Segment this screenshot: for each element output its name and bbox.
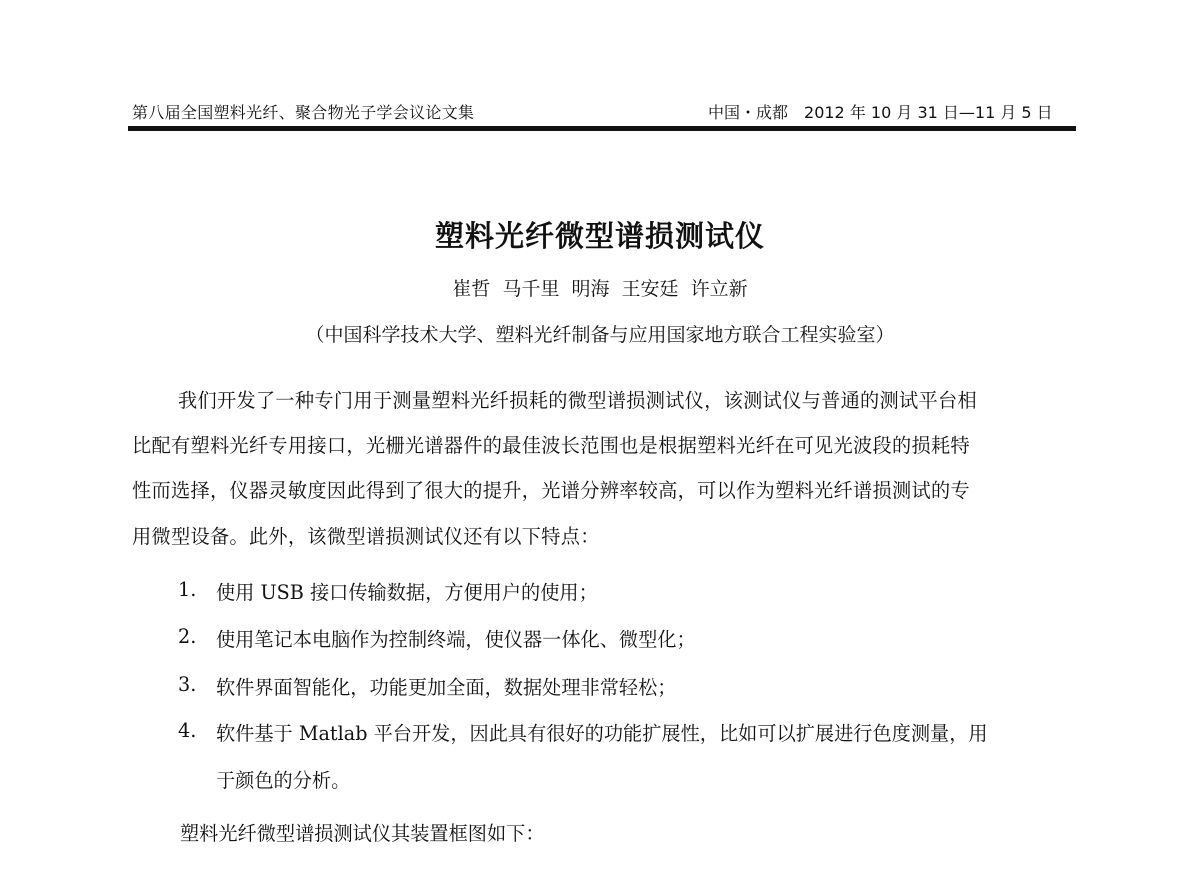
running-header-proceedings: 第八届全国塑料光纤、聚合物光子学会议论文集 bbox=[132, 103, 475, 122]
feature-text: 使用笔记本电脑作为控制终端，使仪器一体化、微型化； bbox=[216, 628, 696, 651]
feature-number: 3. bbox=[178, 673, 197, 696]
feature-text-continued: 于颜色的分析。 bbox=[216, 769, 351, 792]
feature-text: 软件界面智能化，功能更加全面，数据处理非常轻松； bbox=[216, 676, 677, 699]
feature-number: 2. bbox=[178, 625, 197, 648]
paper-authors: 崔哲 马千里 明海 王安廷 许立新 bbox=[452, 278, 748, 300]
running-header-venue bbox=[708, 100, 1053, 123]
feature-text: 使用 USB 接口传输数据，方便用户的使用； bbox=[216, 581, 598, 604]
paper-affiliation: （中国科学技术大学、塑料光纤制备与应用国家地方联合工程实验室） bbox=[305, 324, 895, 346]
intro-line-4: 用微型设备。此外，该微型谱损测试仪还有以下特点： bbox=[132, 525, 600, 548]
header-rule bbox=[128, 126, 1076, 131]
block-diagram-intro: 塑料光纤微型谱损测试仪其装置框图如下： bbox=[180, 822, 545, 845]
header-dates: 2012 年 10 月 31 日—11 月 5 日 bbox=[804, 103, 1053, 122]
paper-title: 塑料光纤微型谱损测试仪 bbox=[434, 219, 765, 253]
feature-number: 1. bbox=[178, 578, 197, 601]
intro-line-1: 我们开发了一种专门用于测量塑料光纤损耗的微型谱损测试仪，该测试仪与普通的测试平台相 bbox=[178, 389, 977, 412]
feature-text: 软件基于 Matlab 平台开发，因此具有很好的功能扩展性，比如可以扩展进行色度测量，用 bbox=[216, 722, 988, 745]
header-location: 中国・成都 bbox=[708, 103, 789, 122]
intro-line-2: 比配有塑料光纤专用接口，光栅光谱器件的最佳波长范围也是根据塑料光纤在可见光波段的损耗特 bbox=[132, 434, 970, 457]
intro-line-3: 性而选择，仪器灵敏度因此得到了很大的提升，光谱分辨率较高，可以作为塑料光纤谱损测试的专 bbox=[132, 479, 970, 502]
feature-number: 4. bbox=[178, 719, 197, 742]
